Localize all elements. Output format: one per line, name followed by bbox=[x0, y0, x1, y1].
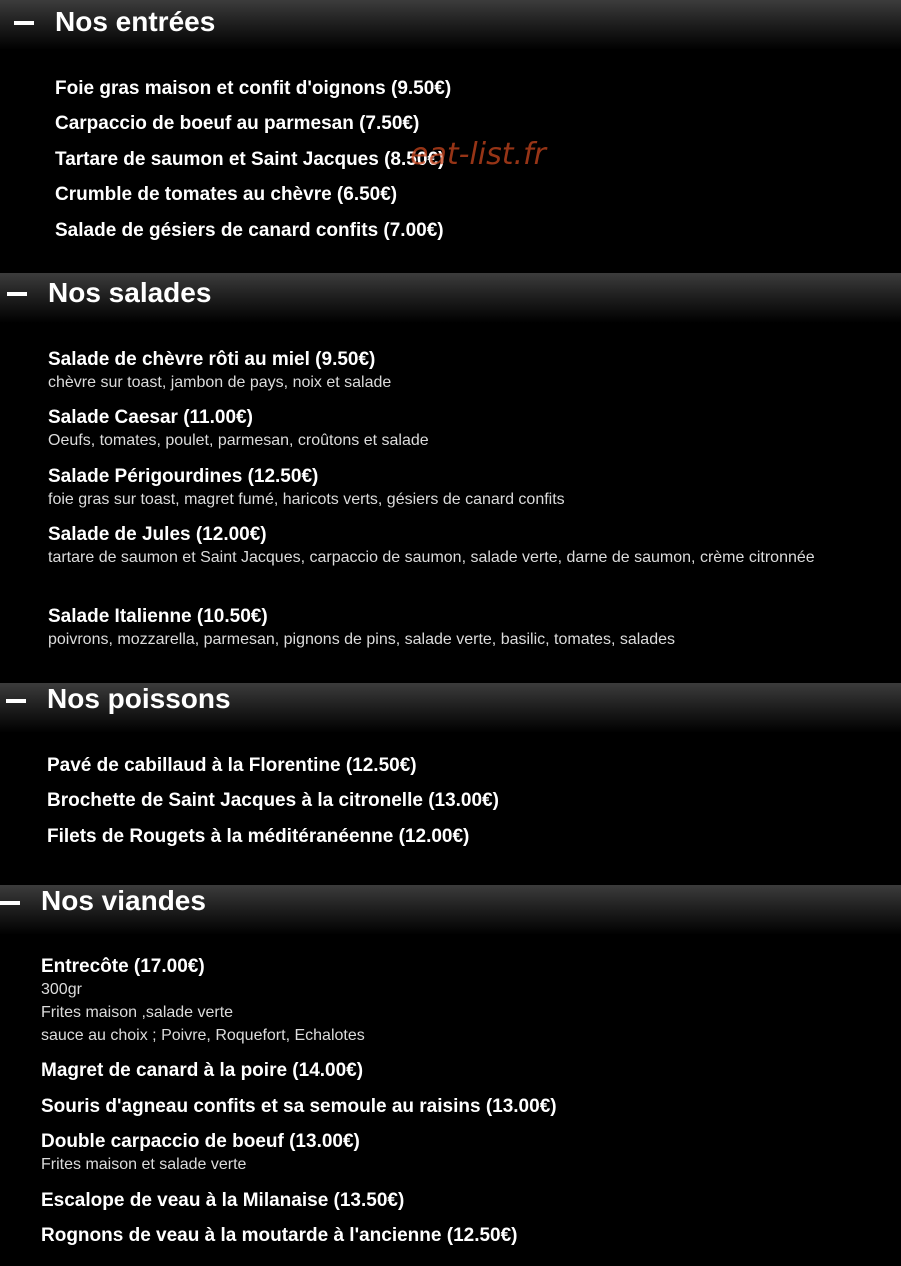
section-header-entrees[interactable] bbox=[0, 0, 901, 50]
menu-item-name: Salade Italienne (10.50€) bbox=[48, 606, 268, 627]
menu-item bbox=[48, 606, 675, 651]
menu-item bbox=[41, 1225, 518, 1247]
menu-item-name: Salade Périgourdines (12.50€) bbox=[48, 466, 319, 487]
menu-item bbox=[48, 407, 429, 452]
menu-item bbox=[47, 790, 499, 812]
collapse-minus-icon[interactable] bbox=[7, 292, 27, 296]
menu-item bbox=[41, 1190, 404, 1212]
section-header-poissons[interactable] bbox=[0, 683, 901, 733]
collapse-minus-icon[interactable] bbox=[6, 699, 26, 703]
menu-item-name: Escalope de veau à la Milanaise (13.50€) bbox=[41, 1190, 405, 1211]
menu-item-name: Entrecôte (17.00€) bbox=[41, 956, 205, 977]
collapse-minus-icon[interactable] bbox=[14, 21, 34, 25]
section-title: Nos poissons bbox=[47, 683, 231, 714]
menu-item-name: Tartare de saumon et Saint Jacques (8.50€) bbox=[55, 149, 445, 170]
section-header-viandes[interactable] bbox=[0, 885, 901, 935]
menu-item bbox=[47, 755, 417, 777]
menu-item bbox=[55, 78, 451, 100]
menu-item-name: Double carpaccio de boeuf (13.00€) bbox=[41, 1131, 360, 1152]
menu-item bbox=[55, 184, 397, 206]
menu-item-name: Brochette de Saint Jacques à la citronelle (13.00€) bbox=[47, 790, 499, 811]
menu-item-name: Crumble de tomates au chèvre (6.50€) bbox=[55, 184, 398, 205]
section-header-salades[interactable] bbox=[0, 273, 901, 323]
menu-item-description: 300gr bbox=[41, 981, 82, 998]
menu-item bbox=[48, 524, 868, 569]
menu-item-description: tartare de saumon et Saint Jacques, carpaccio de saumon, salade verte, darne de saumon, crème citronnée bbox=[48, 549, 815, 566]
watermark: eat-list.fr bbox=[410, 137, 546, 172]
collapse-minus-icon[interactable] bbox=[0, 901, 20, 905]
menu-item-description: Oeufs, tomates, poulet, parmesan, croûtons et salade bbox=[48, 432, 429, 449]
menu-item-description: Frites maison et salade verte bbox=[41, 1156, 247, 1173]
menu-item bbox=[55, 149, 444, 171]
menu-item-description: poivrons, mozzarella, parmesan, pignons de pins, salade verte, basilic, tomates, salades bbox=[48, 631, 675, 648]
menu-item-name: Salade de chèvre rôti au miel (9.50€) bbox=[48, 349, 376, 370]
menu-item-name: Salade Caesar (11.00€) bbox=[48, 407, 253, 428]
menu-item-name: Filets de Rougets à la méditéranéenne (12.00€) bbox=[47, 826, 470, 847]
menu-item-name: Salade de Jules (12.00€) bbox=[48, 524, 267, 545]
menu-item-name: Carpaccio de boeuf au parmesan (7.50€) bbox=[55, 113, 420, 134]
menu-item-description: Frites maison ,salade verte bbox=[41, 1004, 234, 1021]
menu-item bbox=[48, 349, 391, 394]
menu-item bbox=[55, 113, 419, 135]
menu-item bbox=[41, 1060, 363, 1082]
menu-item bbox=[41, 1131, 360, 1176]
menu-item-description: chèvre sur toast, jambon de pays, noix et salade bbox=[48, 374, 392, 391]
menu-item-description: foie gras sur toast, magret fumé, haricots verts, gésiers de canard confits bbox=[48, 491, 565, 508]
menu-item-name: Rognons de veau à la moutarde à l'ancienne (12.50€) bbox=[41, 1225, 518, 1246]
menu-item-name: Salade de gésiers de canard confits (7.00€) bbox=[55, 220, 444, 241]
menu-item bbox=[48, 466, 565, 511]
menu-item-name: Magret de canard à la poire (14.00€) bbox=[41, 1060, 364, 1081]
menu-item-name: Pavé de cabillaud à la Florentine (12.50€) bbox=[47, 755, 417, 776]
menu-item-description: sauce au choix ; Poivre, Roquefort, Echalotes bbox=[41, 1027, 365, 1044]
menu-item bbox=[41, 1096, 557, 1118]
menu-item bbox=[55, 220, 444, 242]
menu-item bbox=[41, 956, 365, 1047]
section-title: Nos viandes bbox=[41, 885, 206, 916]
menu-item-name: Souris d'agneau confits et sa semoule au raisins (13.00€) bbox=[41, 1096, 557, 1117]
menu-item bbox=[47, 826, 469, 848]
section-title: Nos entrées bbox=[55, 6, 216, 37]
menu-item-name: Foie gras maison et confit d'oignons (9.50€) bbox=[55, 78, 452, 99]
section-title: Nos salades bbox=[48, 277, 212, 308]
